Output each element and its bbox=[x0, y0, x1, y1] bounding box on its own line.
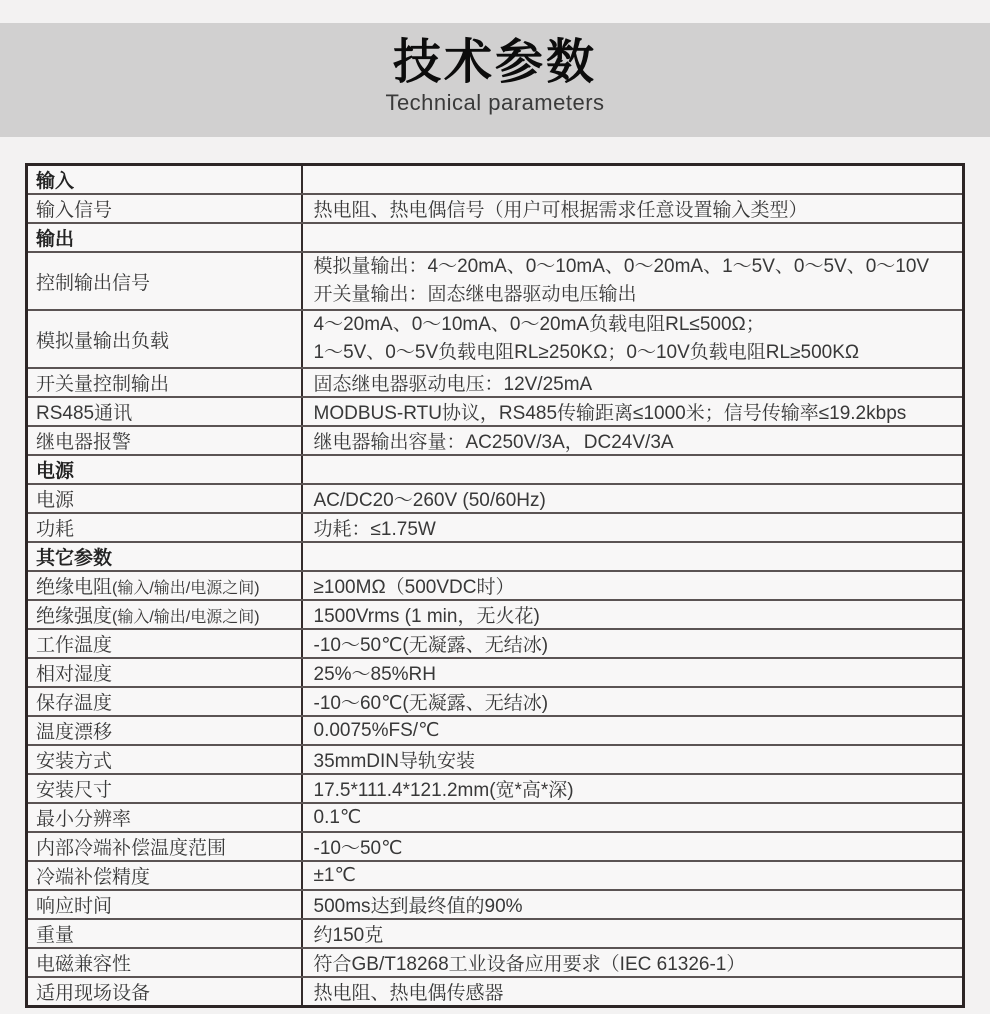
parameter-label: 输出 bbox=[36, 229, 75, 250]
section-header-row bbox=[27, 455, 964, 484]
parameter-label-cell bbox=[27, 890, 302, 919]
parameter-value-line: 约150克 bbox=[313, 925, 384, 946]
parameter-value-line: -10～60℃(无凝露、无结冰) bbox=[313, 693, 549, 714]
parameter-row bbox=[27, 861, 964, 890]
parameter-value-cell bbox=[302, 600, 964, 629]
parameter-row bbox=[27, 687, 964, 716]
parameter-label: 开关量控制输出 bbox=[36, 374, 170, 395]
parameter-value-cell bbox=[302, 165, 964, 195]
parameter-label-cell bbox=[27, 455, 302, 484]
parameter-row bbox=[27, 252, 964, 310]
parameter-label: 重量 bbox=[36, 925, 75, 946]
parameter-label: 安装尺寸 bbox=[36, 780, 113, 801]
parameter-value-line: 开关量输出：固态继电器驱动电压输出 bbox=[313, 284, 637, 305]
parameter-value-cell bbox=[302, 919, 964, 948]
parameter-label: 输入 bbox=[36, 171, 75, 192]
parameter-label: 安装方式 bbox=[36, 751, 113, 772]
page-header bbox=[0, 34, 990, 116]
parameter-value-line: 35mmDIN导轨安装 bbox=[313, 751, 476, 772]
parameter-value-cell bbox=[302, 455, 964, 484]
parameter-value-line: 符合GB/T18268工业设备应用要求（IEC 61326-1） bbox=[313, 954, 746, 975]
parameter-row bbox=[27, 832, 964, 861]
parameter-value-line: -10～50℃ bbox=[313, 838, 403, 859]
parameter-label-cell bbox=[27, 687, 302, 716]
technical-parameters-table bbox=[25, 163, 965, 1008]
parameter-label-cell bbox=[27, 252, 302, 310]
parameter-value-cell bbox=[302, 310, 964, 368]
parameter-row bbox=[27, 194, 964, 223]
parameter-value-cell bbox=[302, 397, 964, 426]
parameter-value-cell bbox=[302, 716, 964, 745]
parameter-label: 功耗 bbox=[36, 519, 75, 540]
parameter-row bbox=[27, 397, 964, 426]
parameter-value-cell bbox=[302, 484, 964, 513]
parameter-row bbox=[27, 919, 964, 948]
parameter-value-cell bbox=[302, 426, 964, 455]
parameter-value-cell bbox=[302, 861, 964, 890]
parameter-value-line: ±1℃ bbox=[313, 865, 356, 886]
parameter-label-cell bbox=[27, 484, 302, 513]
parameter-row bbox=[27, 426, 964, 455]
parameter-label: 电磁兼容性 bbox=[36, 954, 132, 975]
parameter-value-line: 17.5*111.4*121.2mm(宽*高*深) bbox=[313, 780, 574, 801]
parameter-label-cell bbox=[27, 803, 302, 832]
parameter-label: 工作温度 bbox=[36, 635, 113, 656]
parameter-value-cell bbox=[302, 948, 964, 977]
parameter-value-cell bbox=[302, 629, 964, 658]
parameter-value-line: ≥100MΩ（500VDC时） bbox=[313, 577, 515, 598]
parameter-value-cell bbox=[302, 658, 964, 687]
parameter-row bbox=[27, 803, 964, 832]
parameter-value-line: 0.0075%FS/℃ bbox=[313, 720, 440, 741]
parameter-value-line: -10～50℃(无凝露、无结冰) bbox=[313, 635, 549, 656]
parameter-label-cell bbox=[27, 919, 302, 948]
parameter-value-cell bbox=[302, 542, 964, 571]
parameter-label: RS485通讯 bbox=[36, 403, 133, 424]
spec-table-body bbox=[27, 165, 964, 1007]
parameter-label-cell bbox=[27, 310, 302, 368]
parameter-value-line: 1～5V、0～5V负载电阻RL≥250KΩ；0～10V负载电阻RL≥500KΩ bbox=[313, 342, 860, 363]
parameter-value-line: AC/DC20～260V (50/60Hz) bbox=[313, 490, 546, 511]
parameter-value-cell bbox=[302, 745, 964, 774]
parameter-row bbox=[27, 484, 964, 513]
parameter-label: 模拟量输出负载 bbox=[36, 330, 170, 352]
parameter-label: 内部冷端补偿温度范围 bbox=[36, 838, 227, 859]
parameter-value-cell bbox=[302, 803, 964, 832]
parameter-row bbox=[27, 629, 964, 658]
parameter-value-line: 功耗：≤1.75W bbox=[313, 519, 436, 540]
parameter-row bbox=[27, 513, 964, 542]
parameter-value-cell bbox=[302, 223, 964, 252]
parameter-label: 相对湿度 bbox=[36, 664, 113, 685]
parameter-label-cell bbox=[27, 774, 302, 803]
parameter-value-line: 1500Vrms (1 min，无火花) bbox=[313, 606, 540, 627]
parameter-label: 输入信号 bbox=[36, 200, 113, 221]
parameter-label-cell bbox=[27, 542, 302, 571]
parameter-label: 其它参数 bbox=[36, 548, 113, 569]
parameter-label: 冷端补偿精度 bbox=[36, 867, 151, 888]
parameter-label: 电源 bbox=[36, 461, 75, 482]
parameter-value-line: 继电器输出容量：AC250V/3A，DC24V/3A bbox=[313, 432, 674, 453]
section-header-row bbox=[27, 165, 964, 195]
parameter-row bbox=[27, 716, 964, 745]
parameter-label-cell bbox=[27, 977, 302, 1007]
parameter-label: 电源 bbox=[36, 490, 75, 511]
parameter-value-line: 固态继电器驱动电压：12V/25mA bbox=[313, 374, 593, 395]
parameter-value-line: 热电阻、热电偶信号（用户可根据需求任意设置输入类型） bbox=[313, 200, 808, 221]
parameter-label-cell bbox=[27, 716, 302, 745]
parameter-value-cell bbox=[302, 832, 964, 861]
parameter-label: 温度漂移 bbox=[36, 722, 113, 743]
section-header-row bbox=[27, 542, 964, 571]
parameter-value-line: 4～20mA、0～10mA、0～20mA负载电阻RL≤500Ω； bbox=[313, 314, 765, 335]
page-title: 技术参数 bbox=[392, 36, 597, 89]
parameter-value-line: 0.1℃ bbox=[313, 807, 362, 828]
parameter-label-cell bbox=[27, 861, 302, 890]
section-header-row bbox=[27, 223, 964, 252]
parameter-label: 绝缘强度 bbox=[36, 606, 113, 627]
parameter-label-note: (输入/输出/电源之间) bbox=[112, 609, 260, 626]
parameter-value-line: 500ms达到最终值的90% bbox=[313, 896, 523, 917]
parameter-label-cell bbox=[27, 629, 302, 658]
parameter-label-cell bbox=[27, 571, 302, 600]
parameter-row bbox=[27, 890, 964, 919]
parameter-value-cell bbox=[302, 194, 964, 223]
parameter-value-cell bbox=[302, 890, 964, 919]
parameter-value-cell bbox=[302, 774, 964, 803]
parameter-label-cell bbox=[27, 658, 302, 687]
parameter-value-cell bbox=[302, 252, 964, 310]
parameter-label-cell bbox=[27, 397, 302, 426]
parameter-row bbox=[27, 948, 964, 977]
parameter-label: 控制输出信号 bbox=[36, 272, 151, 294]
parameter-label-cell bbox=[27, 745, 302, 774]
parameter-row bbox=[27, 745, 964, 774]
parameter-row bbox=[27, 658, 964, 687]
parameter-row bbox=[27, 977, 964, 1007]
parameter-row bbox=[27, 600, 964, 629]
parameter-label-cell bbox=[27, 368, 302, 397]
parameter-value-cell bbox=[302, 513, 964, 542]
parameter-row bbox=[27, 774, 964, 803]
parameter-label-cell bbox=[27, 948, 302, 977]
parameter-label: 适用现场设备 bbox=[36, 983, 151, 1004]
parameter-value-line: 热电阻、热电偶传感器 bbox=[313, 983, 504, 1004]
parameter-label: 响应时间 bbox=[36, 896, 113, 917]
parameter-value-line: 模拟量输出：4～20mA、0～10mA、0～20mA、1～5V、0～5V、0～10V bbox=[313, 256, 930, 277]
parameter-row bbox=[27, 368, 964, 397]
parameter-value-cell bbox=[302, 571, 964, 600]
parameter-value-cell bbox=[302, 368, 964, 397]
parameter-label-cell bbox=[27, 165, 302, 195]
parameter-value-cell bbox=[302, 687, 964, 716]
parameter-label: 绝缘电阻 bbox=[36, 577, 113, 598]
parameter-value-line: MODBUS-RTU协议，RS485传输距离≤1000米；信号传输率≤19.2kbps bbox=[313, 403, 907, 424]
parameter-label-cell bbox=[27, 194, 302, 223]
parameter-row bbox=[27, 310, 964, 368]
parameter-label-cell bbox=[27, 832, 302, 861]
parameter-label: 最小分辨率 bbox=[36, 809, 132, 830]
parameter-row bbox=[27, 571, 964, 600]
parameter-label: 保存温度 bbox=[36, 693, 113, 714]
parameter-label-cell bbox=[27, 426, 302, 455]
parameter-label-note: (输入/输出/电源之间) bbox=[112, 580, 260, 597]
parameter-value-line: 25%～85%RH bbox=[313, 664, 436, 685]
page-subtitle: Technical parameters bbox=[385, 90, 605, 115]
parameter-label-cell bbox=[27, 223, 302, 252]
parameter-label-cell bbox=[27, 600, 302, 629]
parameter-value-cell bbox=[302, 977, 964, 1007]
parameter-label: 继电器报警 bbox=[36, 432, 132, 453]
parameter-label-cell bbox=[27, 513, 302, 542]
